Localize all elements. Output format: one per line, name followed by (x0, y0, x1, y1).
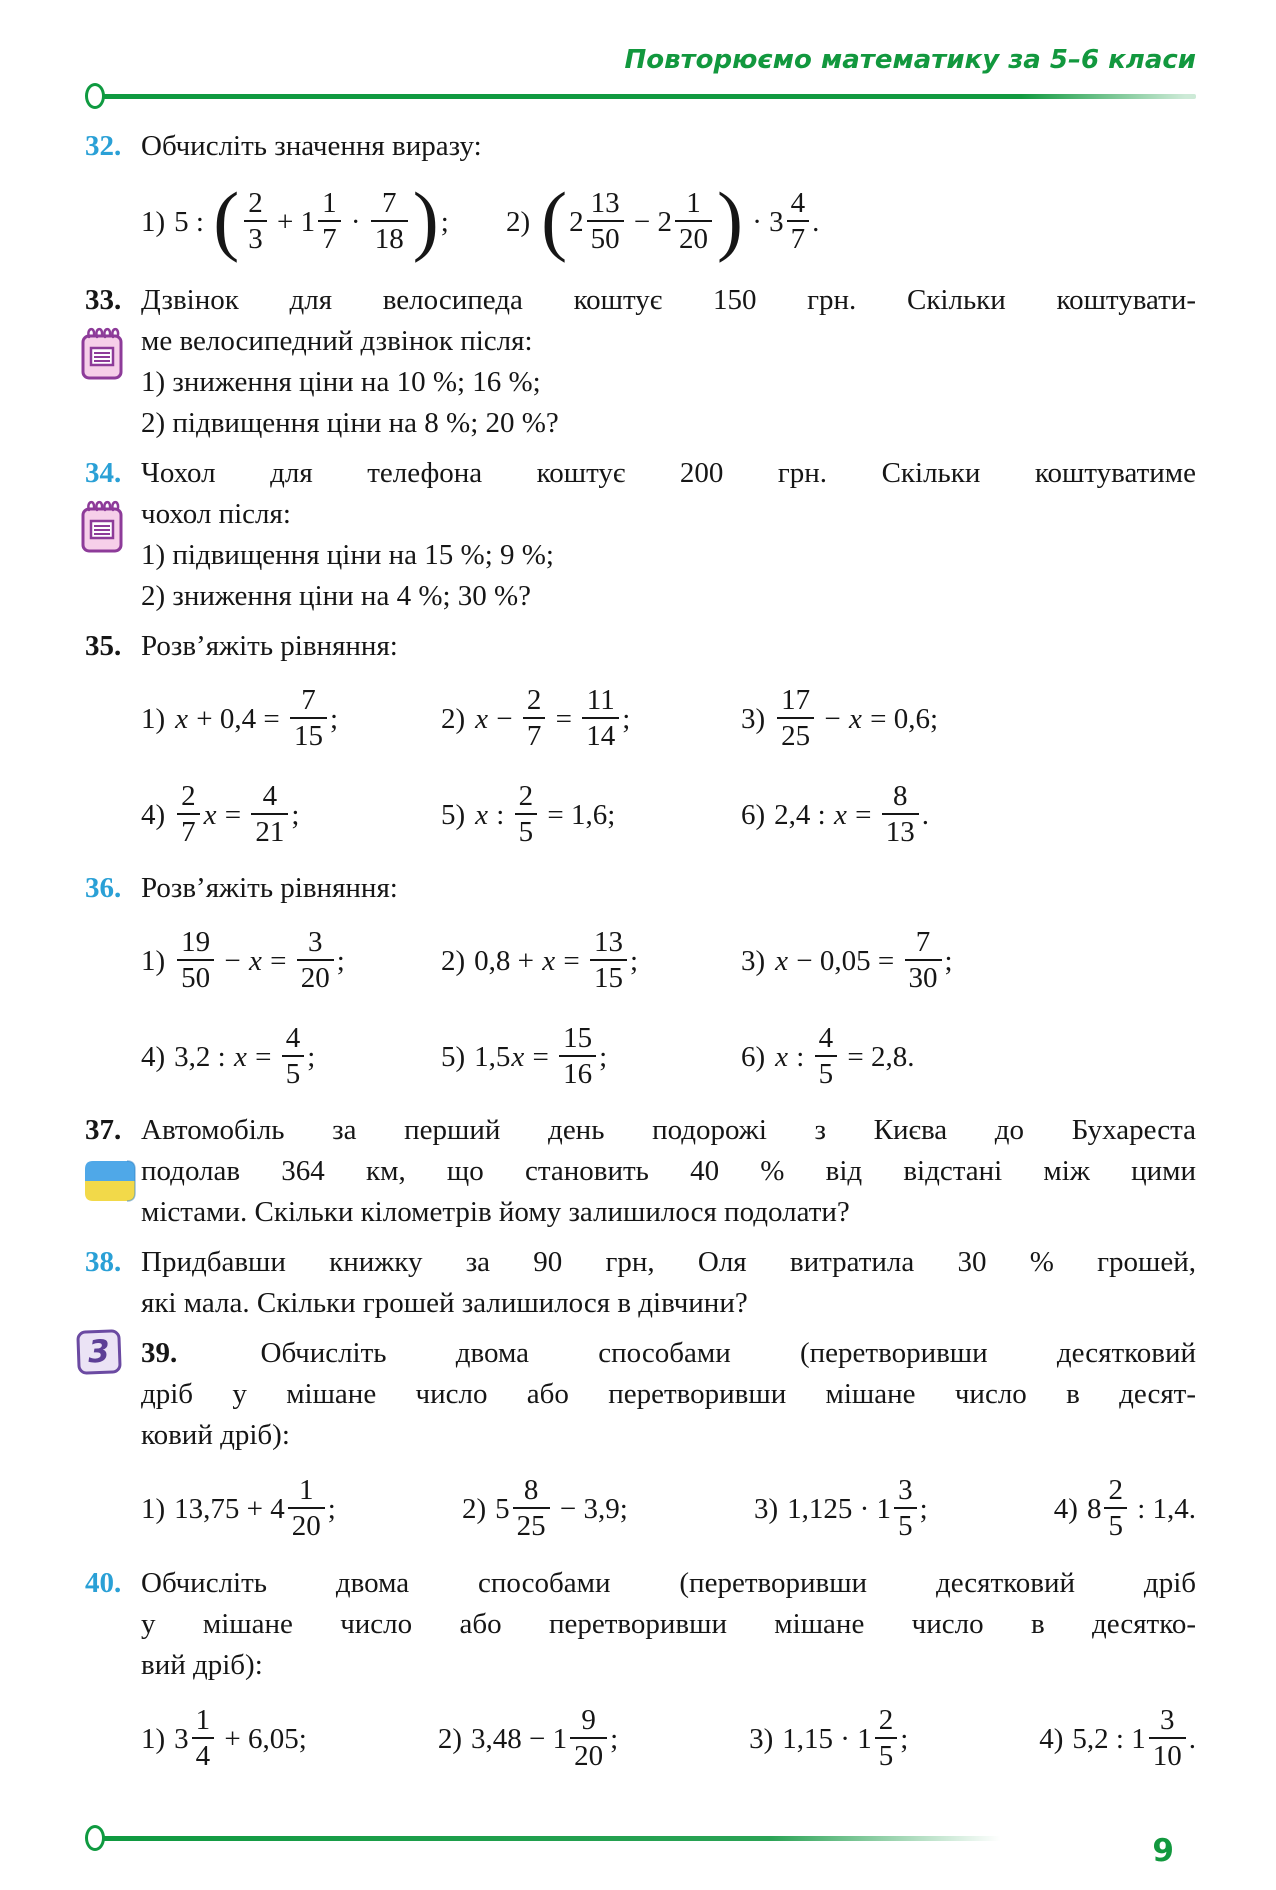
problem-number: 32. (85, 130, 122, 162)
fraction (582, 684, 619, 752)
math-text: . (1188, 1722, 1196, 1755)
problem-text-line: дріб у мішане число або перетворивши мішане число в десят- (141, 1378, 1196, 1410)
numerator: 2 (878, 1704, 894, 1737)
item-label: 3) (749, 1722, 774, 1755)
math-text: − 3,9; (552, 1492, 628, 1525)
problem-text-line: ковий дріб): (141, 1419, 290, 1451)
denominator: 30 (905, 959, 942, 994)
denominator: 5 (282, 1055, 305, 1090)
item-label: 6) (741, 798, 766, 831)
math-text: 3 (174, 1722, 189, 1755)
denominator: 7 (318, 220, 341, 255)
math-variable: x (775, 1040, 789, 1073)
denominator: 16 (559, 1055, 596, 1090)
problem-number: 37. (85, 1114, 122, 1146)
problem-37 (85, 1110, 1196, 1233)
math-row (141, 1464, 1196, 1554)
math-text: = 0,6; (862, 702, 939, 735)
math-row (141, 1694, 1196, 1784)
math-text: = (247, 1040, 279, 1073)
math-variable: x (233, 1040, 247, 1073)
numerator: 2 (1108, 1474, 1123, 1507)
fraction (875, 1704, 898, 1772)
fraction (297, 926, 334, 994)
math-text: ; (307, 1040, 316, 1073)
page-header (85, 44, 1196, 109)
numerator: 11 (586, 684, 615, 717)
problem-text-line: містами. Скільки кілометрів йому залишилося подолати? (141, 1196, 850, 1228)
math-text: = 1,6; (540, 798, 616, 831)
fraction (777, 684, 814, 752)
math-text: ; (622, 702, 631, 735)
math-expression: 1) 5 : ( $\frac{2}{3}$ + 1 $\frac{1}{7}$ · $\frac{7}{18}$ ) ; (141, 176, 449, 263)
math-expression (1039, 1705, 1196, 1773)
fraction (815, 1022, 838, 1090)
math-text: ; (291, 798, 300, 831)
math-variable: x (203, 798, 217, 831)
item-label: 4) (1039, 1722, 1064, 1755)
math-variable: x (475, 702, 489, 735)
fraction (882, 780, 919, 848)
math-text: − (217, 944, 249, 977)
problem-number: 39. (141, 1337, 178, 1369)
math-expression (141, 927, 441, 995)
math-expression (141, 685, 441, 753)
denominator: 3 (244, 220, 267, 255)
numerator: 1 (195, 1704, 211, 1737)
problem-heading: Розв’яжіть рівняння: (141, 630, 398, 662)
item-label: 2) (441, 702, 466, 735)
item-label: 3) (741, 702, 766, 735)
math-expression (754, 1475, 928, 1543)
math-expression (441, 781, 741, 849)
math-text: 8 (1086, 1492, 1102, 1525)
problem-text-line: ме велосипедний дзвінок після: (141, 325, 533, 357)
numerator: 1 (322, 187, 337, 220)
math-text: ; (327, 1492, 336, 1525)
math-variable: x (475, 798, 489, 831)
math-text: − 0,05 = (789, 944, 902, 977)
fraction (282, 1022, 305, 1090)
problem-35 (85, 626, 1196, 859)
fraction (787, 187, 810, 255)
denominator: 10 (1149, 1737, 1186, 1772)
math-row (141, 675, 1196, 763)
math-text: ; (440, 205, 449, 238)
item-label: 4) (1053, 1492, 1078, 1525)
fraction (177, 926, 214, 994)
problem-text: Обчисліть двома способами (перетворивши десятковий (260, 1337, 1196, 1369)
fraction (675, 187, 712, 255)
math-variable: x (775, 944, 789, 977)
denominator: 7 (523, 717, 546, 752)
math-variable: x (542, 944, 556, 977)
denominator: 18 (371, 220, 408, 255)
math-text: − (817, 702, 849, 735)
problem-heading: Розв’яжіть рівняння: (141, 872, 398, 904)
numerator: 7 (301, 684, 316, 717)
math-text: = (556, 944, 588, 977)
green-rule (103, 1836, 1028, 1841)
problem-text-line (141, 1333, 1196, 1374)
problem-text-line: вий дріб): (141, 1649, 263, 1681)
green-rule (103, 94, 1196, 99)
math-text: ; (630, 944, 639, 977)
list-line: 2) зниження ціни на 4 %; 30 %? (141, 580, 532, 612)
math-text: = (525, 1040, 557, 1073)
math-expression (141, 1705, 307, 1773)
math-text: ; (330, 702, 339, 735)
math-text: 2 (569, 205, 584, 238)
math-expression: 2) ( 2 $\frac{13}{50}$ − 2 $\frac{1}{20}$ ) · 3 $\frac{4}{7}$ . (506, 176, 820, 263)
numerator: 3 (1159, 1704, 1175, 1737)
denominator: 50 (587, 220, 624, 255)
denominator: 15 (590, 959, 627, 994)
math-expression (741, 1023, 1196, 1091)
math-text: : (789, 1040, 812, 1073)
problem-40 (85, 1563, 1196, 1784)
numerator: 13 (594, 926, 624, 959)
list-line: 1) зниження ціни на 10 %; 16 %; (141, 366, 541, 398)
problem-text-line: чохол після: (141, 498, 291, 530)
math-row (141, 1013, 1196, 1101)
problem-heading: Обчисліть значення виразу: (141, 130, 482, 162)
fraction (894, 1474, 917, 1542)
math-expression (438, 1705, 618, 1773)
math-text: 5 (495, 1492, 510, 1525)
math-text: . (921, 798, 929, 831)
math-expression (741, 927, 1196, 995)
math-expression (741, 781, 1196, 849)
math-expression (1054, 1475, 1196, 1543)
math-expression (441, 685, 741, 753)
denominator: 21 (251, 813, 288, 848)
problem-text-line: Автомобіль за перший день подорожі з Києва до Бухареста (141, 1114, 1196, 1146)
denominator: 5 (875, 1737, 898, 1772)
item-label: 1) (141, 944, 166, 977)
fraction (513, 1474, 550, 1542)
math-text: 5,2 : 1 (1072, 1722, 1146, 1755)
math-expression (441, 927, 741, 995)
page-content (85, 126, 1196, 1820)
numerator: 4 (790, 187, 806, 220)
problem-number: 38. (85, 1246, 122, 1278)
page-number: 9 (1152, 1833, 1174, 1869)
problem-text-line: Чохол для телефона коштує 200 грн. Скільки коштуватиме (141, 457, 1196, 489)
fraction (587, 187, 624, 255)
item-label: 4) (141, 1040, 166, 1073)
math-expression (441, 1023, 741, 1091)
problem-number: 35. (85, 630, 122, 662)
denominator: 5 (815, 1055, 838, 1090)
denominator: 4 (192, 1737, 215, 1772)
math-variable: x (849, 702, 862, 735)
running-head: Повторюємо математику за 5–6 класи (624, 45, 1196, 75)
fraction (251, 780, 288, 848)
fraction (371, 187, 408, 255)
numerator: 17 (781, 684, 811, 717)
item-label: 5) (441, 1040, 466, 1073)
math-text: : (489, 798, 512, 831)
item-label: 4) (141, 798, 166, 831)
math-expression (749, 1705, 908, 1773)
problem-text-line: у мішане число або перетворивши мішане число в десятко- (141, 1608, 1196, 1640)
denominator: 20 (675, 220, 712, 255)
math-text: . (812, 205, 820, 238)
math-row (141, 771, 1196, 859)
math-expression (141, 781, 441, 849)
fraction (290, 684, 327, 752)
numerator: 7 (915, 926, 931, 959)
numerator: 13 (590, 187, 620, 220)
math-text: ; (610, 1722, 619, 1755)
problem-38 (85, 1242, 1196, 1324)
math-variable: x (249, 944, 262, 977)
denominator: 5 (515, 813, 538, 848)
problem-text-line: Обчисліть двома способами (перетворивши десятковий дріб (141, 1567, 1196, 1599)
problem-33 (85, 280, 1196, 444)
denominator: 14 (582, 717, 619, 752)
notebook-icon (79, 497, 125, 563)
numerator: 4 (818, 1022, 834, 1055)
problem-39 (85, 1333, 1196, 1554)
numerator: 19 (181, 926, 211, 959)
denominator: 5 (894, 1507, 917, 1542)
numerator: 2 (181, 780, 196, 813)
numerator: 2 (526, 684, 542, 717)
denominator: 25 (513, 1507, 550, 1542)
denominator: 20 (288, 1507, 325, 1542)
problem-number: 33. (85, 284, 122, 316)
fraction (523, 684, 546, 752)
numerator: 8 (523, 1474, 539, 1507)
math-text: 5 : (174, 205, 212, 238)
problem-text-line: які мала. Скільки грошей залишилося в дівчини? (141, 1287, 748, 1319)
item-label: 2) (437, 1722, 462, 1755)
fraction (1104, 1474, 1127, 1542)
math-variable: x (511, 1040, 525, 1073)
item-label: 6) (741, 1040, 766, 1073)
item-label: 2) (461, 1492, 487, 1525)
footer-rule (85, 1820, 1196, 1869)
math-text: ; (336, 944, 345, 977)
denominator: 7 (787, 220, 810, 255)
math-row (141, 173, 1196, 271)
fraction (318, 187, 341, 255)
ukraine-flag-icon (81, 1158, 139, 1212)
item-label: 2) (441, 944, 466, 977)
math-text: − 2 (626, 205, 673, 238)
denominator: 5 (1104, 1507, 1127, 1542)
problem-36 (85, 868, 1196, 1101)
math-text: ; (599, 1040, 608, 1073)
math-text: ; (944, 944, 953, 977)
fraction (905, 926, 942, 994)
item-label: 1) (141, 1722, 166, 1755)
numerator: 9 (581, 1704, 596, 1737)
fraction (559, 1022, 596, 1090)
problem-text-line: Дзвінок для велосипеда коштує 150 грн. Скільки коштувати- (141, 284, 1196, 316)
item-label: 1) (141, 702, 166, 735)
denominator: 7 (177, 813, 200, 848)
math-variable: x (833, 798, 847, 831)
problem-text-line: Придбавши книжку за 90 грн, Оля витратила 30 % грошей, (141, 1246, 1196, 1278)
math-text: 2,4 : (774, 798, 833, 831)
math-text: 13,75 + 4 (174, 1492, 285, 1525)
fraction (192, 1704, 215, 1772)
math-text: ; (900, 1722, 909, 1755)
numerator: 3 (308, 926, 323, 959)
numerator: 3 (898, 1474, 913, 1507)
math-text: : 1,4. (1129, 1492, 1196, 1525)
math-text: ; (919, 1492, 928, 1525)
page-footer (85, 1820, 1196, 1869)
math-text: + 0,4 = (189, 702, 288, 735)
header-rule (85, 83, 1196, 109)
level-3-badge: 3 (76, 1329, 122, 1375)
math-text: 1,125 · 1 (787, 1492, 892, 1525)
denominator: 15 (290, 717, 327, 752)
item-label: 3) (741, 944, 766, 977)
math-text: − (489, 702, 520, 735)
fraction (1149, 1704, 1186, 1772)
fraction (515, 780, 538, 848)
fraction (177, 780, 200, 848)
fraction (570, 1704, 607, 1772)
math-text: + 6,05; (217, 1722, 307, 1755)
math-text: 3,2 : (174, 1040, 233, 1073)
item-label: 2) (506, 205, 531, 238)
math-text: + 1 (269, 205, 316, 238)
math-text: = (548, 702, 580, 735)
problem-number: 34. (85, 457, 122, 489)
item-label: 5) (441, 798, 466, 831)
math-expression (462, 1475, 628, 1543)
denominator: 25 (777, 717, 814, 752)
rule-endpoint-circle (85, 1825, 105, 1851)
math-expression (141, 1023, 441, 1091)
list-line: 2) підвищення ціни на 8 %; 20 %? (141, 407, 559, 439)
math-text: = (217, 798, 249, 831)
item-label: 1) (141, 205, 166, 238)
numerator: 1 (686, 187, 701, 220)
rule-endpoint-circle (85, 83, 105, 109)
math-text: · 3 (745, 205, 784, 238)
numerator: 8 (892, 780, 908, 813)
denominator: 50 (177, 959, 214, 994)
math-text: = (262, 944, 294, 977)
item-label: 1) (141, 1492, 166, 1525)
numerator: 2 (518, 780, 534, 813)
fraction (244, 187, 267, 255)
math-text: 3,48 − 1 (470, 1722, 568, 1755)
math-variable: x (175, 702, 189, 735)
problem-text-line: подолав 364 км, що становить 40 % від відстані між цими (141, 1155, 1196, 1187)
list-line: 1) підвищення ціни на 15 %; 9 %; (141, 539, 554, 571)
numerator: 2 (248, 187, 263, 220)
denominator: 20 (297, 959, 334, 994)
numerator: 15 (563, 1022, 593, 1055)
problem-34 (85, 453, 1196, 617)
fraction (288, 1474, 325, 1542)
math-text: = 2,8. (840, 1040, 915, 1073)
notebook-icon (79, 324, 125, 390)
math-expression (141, 1475, 336, 1543)
item-label: 3) (753, 1492, 779, 1525)
numerator: 1 (299, 1474, 314, 1507)
numerator: 4 (285, 1022, 301, 1055)
math-text: = (847, 798, 879, 831)
numerator: 7 (382, 187, 397, 220)
problem-32 (85, 126, 1196, 271)
math-text: · (343, 205, 368, 238)
math-text: 0,8 + (474, 944, 542, 977)
problem-number: 40. (85, 1567, 122, 1599)
math-text: 1,5 (474, 1040, 511, 1073)
math-expression (741, 685, 1196, 753)
numerator: 4 (262, 780, 278, 813)
denominator: 13 (882, 813, 919, 848)
fraction (590, 926, 627, 994)
math-text: 1,15 · 1 (782, 1722, 872, 1755)
denominator: 20 (570, 1737, 607, 1772)
math-row (141, 917, 1196, 1005)
problem-number: 36. (85, 872, 122, 904)
